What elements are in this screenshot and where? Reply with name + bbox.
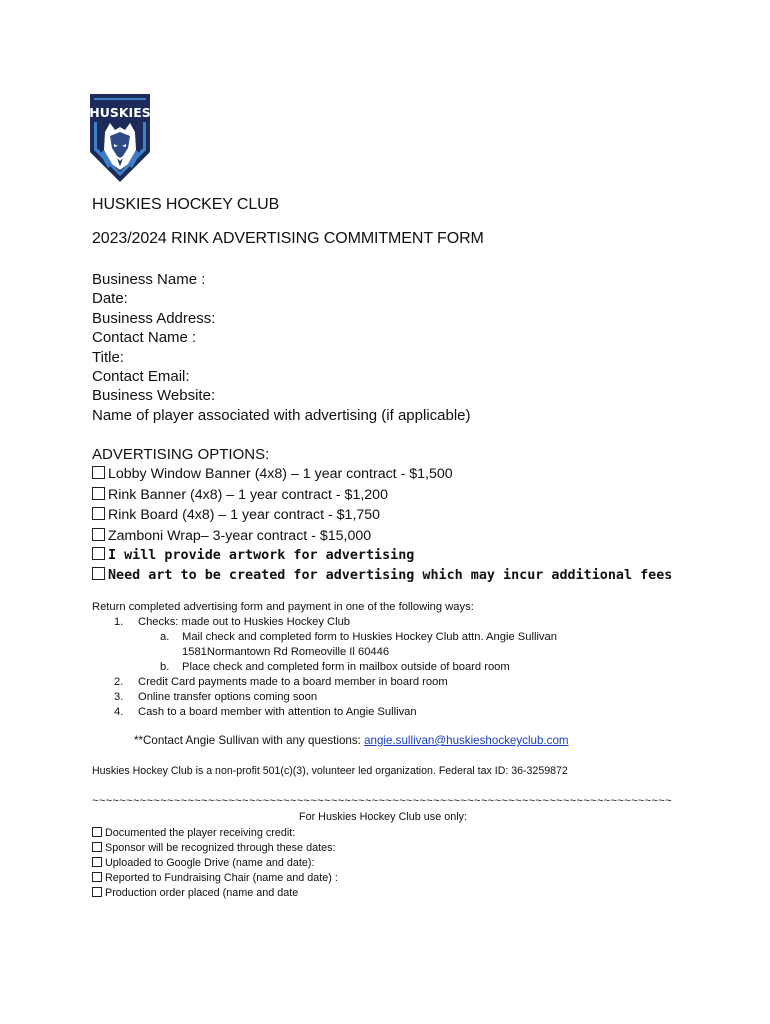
nonprofit-statement: Huskies Hockey Club is a non-profit 501(c)(3), volunteer led organization. Federal tax ID: 36-3259872: [92, 765, 568, 777]
office-use-checklist: [92, 826, 338, 901]
list-item-continued: 1581Normantown Rd Romeoville Il 60446: [182, 646, 390, 658]
business-website-field[interactable]: Business Website:: [92, 387, 216, 405]
office-use-heading: For Huskies Hockey Club use only:: [298, 811, 468, 823]
date-field[interactable]: Date:: [92, 290, 128, 308]
list-item: 2. Credit Card payments made to a board member in board room: [114, 676, 448, 688]
checkbox-icon[interactable]: [92, 827, 102, 837]
checkbox-icon[interactable]: [92, 887, 102, 897]
option-label: Zamboni Wrap– 3-year contract - $15,000: [108, 527, 372, 544]
advertising-options: [92, 445, 672, 587]
list-item[interactable]: Reported to Fundraising Chair (name and date) :: [92, 871, 338, 886]
return-instructions: [92, 600, 557, 720]
checkbox-icon[interactable]: [92, 547, 105, 560]
contact-name-field[interactable]: Contact Name :: [92, 329, 197, 347]
list-item: b. Place check and completed form in mailbox outside of board room: [160, 661, 510, 673]
option-provide-artwork[interactable]: [92, 546, 672, 566]
option-lobby-window-banner[interactable]: [92, 464, 672, 484]
contact-email-field[interactable]: Contact Email:: [92, 368, 190, 386]
list-item: 4. Cash to a board member with attention to Angie Sullivan: [114, 706, 417, 718]
husky-shield-icon: [88, 92, 152, 184]
option-label: I will provide artwork for advertising: [108, 548, 415, 564]
checkbox-icon[interactable]: [92, 466, 105, 479]
list-item: a. Mail check and completed form to Huskies Hockey Club attn. Angie Sullivan: [160, 631, 557, 643]
separator-line: ~~~~~~~~~~~~~~~~~~~~~~~~~~~~~~~~~~~~~~~~~~~~~~~~~~~~~~~~~~~~~~~~~~~~~~~~~~~~~~~~~~~~~: [92, 795, 673, 807]
player-name-field[interactable]: Name of player associated with advertising (if applicable): [92, 406, 471, 424]
contact-email-link[interactable]: angie.sullivan@huskieshockeyclub.com: [364, 734, 569, 747]
option-label: Rink Board (4x8) – 1 year contract - $1,750: [108, 507, 381, 524]
list-item: 1. Checks: made out to Huskies Hockey Club: [114, 616, 351, 628]
checkbox-icon[interactable]: [92, 872, 102, 882]
contact-line: **Contact Angie Sullivan with any questions: angie.sullivan@huskieshockeyclub.com: [134, 734, 569, 747]
list-item[interactable]: Uploaded to Google Drive (name and date):: [92, 856, 338, 871]
option-zamboni-wrap[interactable]: [92, 526, 672, 546]
business-info-fields: [92, 270, 471, 425]
list-item[interactable]: Production order placed (name and date: [92, 886, 338, 901]
list-item[interactable]: Documented the player receiving credit:: [92, 826, 338, 841]
business-address-field[interactable]: Business Address:: [92, 309, 216, 327]
list-item: 3. Online transfer options coming soon: [114, 691, 318, 703]
checkbox-icon[interactable]: [92, 528, 105, 541]
title-field[interactable]: Title:: [92, 348, 124, 366]
option-art-created[interactable]: [92, 566, 672, 586]
option-label: Need art to be created for advertising which may incur additional fees: [108, 568, 673, 584]
option-label: Lobby Window Banner (4x8) – 1 year contract - $1,500: [108, 466, 453, 483]
option-rink-banner[interactable]: [92, 485, 672, 505]
option-label: Rink Banner (4x8) – 1 year contract - $1,200: [108, 486, 388, 503]
business-name-field[interactable]: Business Name :: [92, 271, 206, 288]
checkbox-icon[interactable]: [92, 507, 105, 520]
svg-text:HUSKIES: HUSKIES: [89, 105, 151, 120]
club-name: HUSKIES HOCKEY CLUB: [92, 196, 280, 213]
option-rink-board[interactable]: [92, 505, 672, 525]
checkbox-icon[interactable]: [92, 487, 105, 500]
checkbox-icon[interactable]: [92, 842, 102, 852]
checkbox-icon[interactable]: [92, 857, 102, 867]
form-title: 2023/2024 RINK ADVERTISING COMMITMENT FORM: [92, 230, 484, 247]
list-item[interactable]: Sponsor will be recognized through these dates:: [92, 841, 338, 856]
huskies-logo: [88, 92, 152, 184]
advertising-options-heading: ADVERTISING OPTIONS:: [92, 446, 270, 463]
return-intro: Return completed advertising form and payment in one of the following ways:: [92, 601, 474, 613]
checkbox-icon[interactable]: [92, 567, 105, 580]
